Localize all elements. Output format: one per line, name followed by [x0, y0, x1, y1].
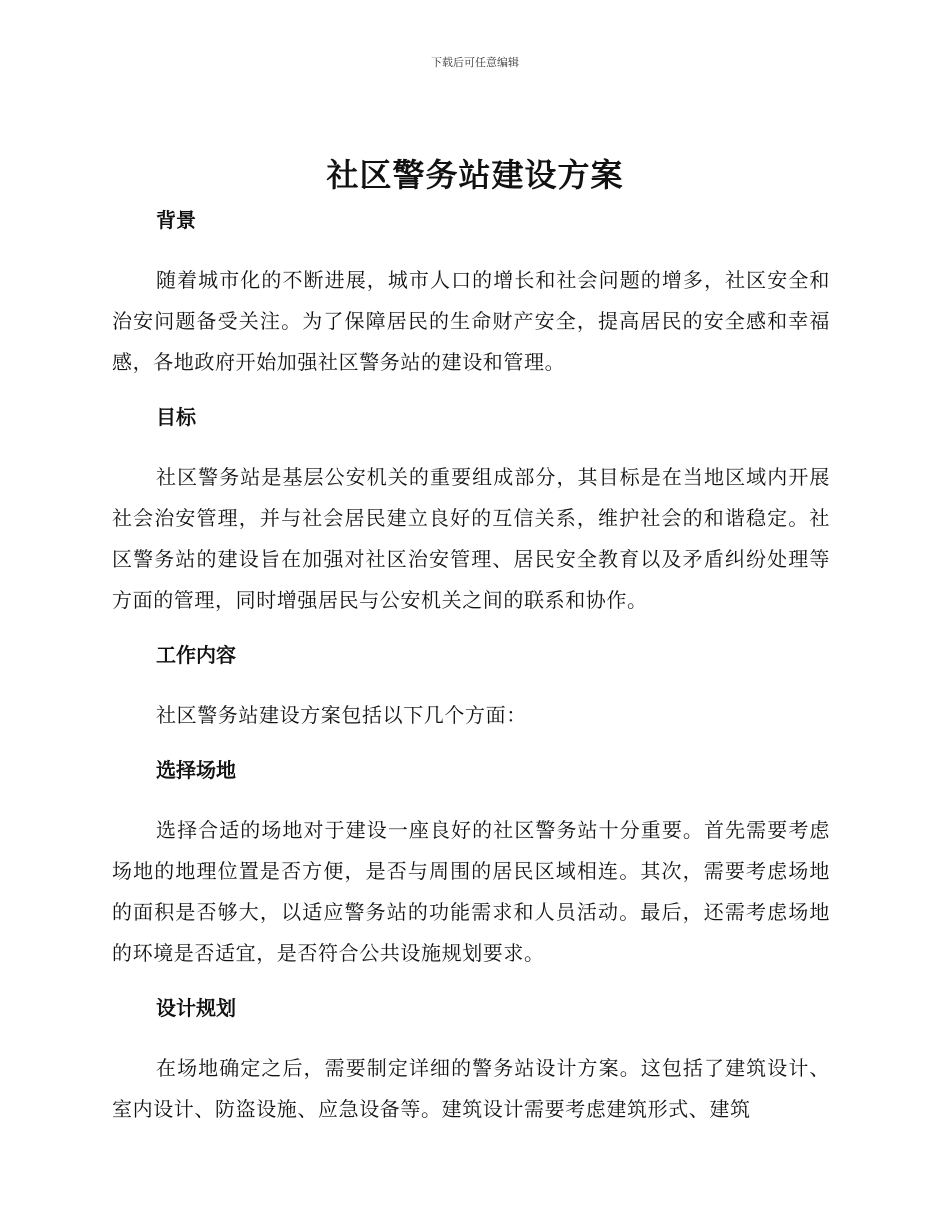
page-header-note: 下载后可任意编辑 [431, 56, 519, 69]
section-heading-site-selection: 选择场地 [156, 758, 236, 782]
section-heading-goal: 目标 [156, 405, 196, 429]
section-heading-work-content: 工作内容 [156, 643, 236, 667]
section-paragraph-design-planning: 在场地确定之后，需要制定详细的警务站设计方案。这包括了建筑设计、室内设计、防盗设施、应急设备等。建筑设计需要考虑建筑形式、建筑 [112, 1056, 830, 1121]
document-title: 社区警务站建设方案 [326, 156, 624, 194]
document-body [112, 204, 830, 1130]
section-paragraph-work-content: 社区警务站建设方案包括以下几个方面： [156, 703, 527, 727]
section-paragraph-goal: 社区警务站是基层公安机关的重要组成部分，其目标是在当地区域内开展社会治安管理，并与社会居民建立良好的互信关系，维护社会的和谐稳定。社区警务站的建设旨在加强对社区治安管理、居民安全教育以及矛盾纠纷处理等方面的管理，同时增强居民与公安机关之间的联系和协作。 [112, 465, 830, 612]
section-heading-background: 背景 [156, 208, 196, 232]
section-heading-design-planning: 设计规划 [156, 996, 236, 1020]
section-paragraph-site-selection: 选择合适的场地对于建设一座良好的社区警务站十分重要。首先需要考虑场地的地理位置是否方便，是否与周围的居民区域相连。其次，需要考虑场地的面积是否够大，以适应警务站的功能需求和人员活动。最后，还需考虑场地的环境是否适宜，是否符合公共设施规划要求。 [112, 818, 830, 965]
section-paragraph-background: 随着城市化的不断进展，城市人口的增长和社会问题的增多，社区安全和治安问题备受关注。为了保障居民的生命财产安全，提高居民的安全感和幸福感，各地政府开始加强社区警务站的建设和管理。 [112, 268, 830, 374]
